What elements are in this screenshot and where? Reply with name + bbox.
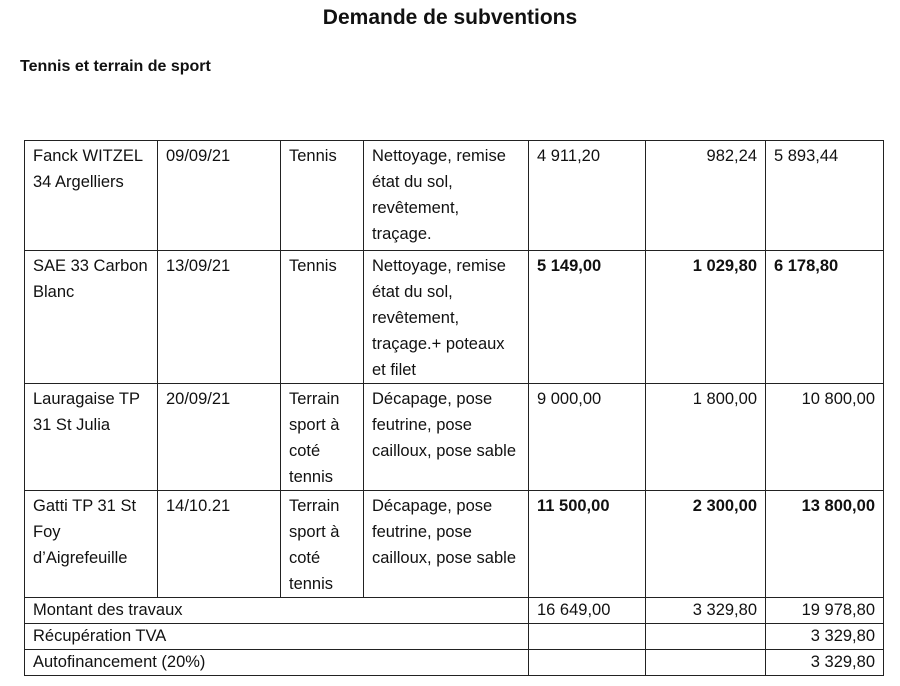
self-financing-value: 3 329,80 [766, 650, 884, 676]
description-cell: Nettoyage, remise état du sol, revêtement, traçage.+ poteaux et filet [364, 251, 529, 384]
amount-tva-cell: 2 300,00 [646, 491, 766, 598]
total-label: Montant des travaux [25, 598, 529, 624]
total-ttc: 19 978,80 [766, 598, 884, 624]
amount-ttc-cell: 6 178,80 [766, 251, 884, 384]
company-cell: Gatti TP 31 St Foy d’Aigrefeuille [25, 491, 158, 598]
amount-tva-cell: 1 800,00 [646, 384, 766, 491]
empty-cell [529, 650, 646, 676]
type-cell: Tennis [281, 251, 364, 384]
description-cell: Nettoyage, remise état du sol, revêtement, traçage. [364, 141, 529, 251]
vat-recovery-row [25, 624, 884, 650]
company-cell: Fanck WITZEL 34 Argelliers [25, 141, 158, 251]
amount-ht-cell: 5 149,00 [529, 251, 646, 384]
company-cell: SAE 33 Carbon Blanc [25, 251, 158, 384]
amount-ht-cell: 11 500,00 [529, 491, 646, 598]
total-row [25, 598, 884, 624]
description-cell: Décapage, pose feutrine, pose cailloux, pose sable [364, 491, 529, 598]
date-cell: 14/10.21 [158, 491, 281, 598]
table-row [25, 384, 884, 491]
date-cell: 13/09/21 [158, 251, 281, 384]
empty-cell [529, 624, 646, 650]
section-title: Tennis et terrain de sport [20, 58, 211, 75]
type-cell: Tennis [281, 141, 364, 251]
amount-ttc-cell: 5 893,44 [766, 141, 884, 251]
vat-recovery-label: Récupération TVA [25, 624, 529, 650]
amount-ht-cell: 4 911,20 [529, 141, 646, 251]
vat-recovery-value: 3 329,80 [766, 624, 884, 650]
date-cell: 09/09/21 [158, 141, 281, 251]
empty-cell [646, 624, 766, 650]
page-title: Demande de subventions [322, 6, 578, 29]
amount-ht-cell: 9 000,00 [529, 384, 646, 491]
table-row [25, 251, 884, 384]
amount-ttc-cell: 10 800,00 [766, 384, 884, 491]
subsidy-table [24, 140, 884, 676]
description-cell: Décapage, pose feutrine, pose cailloux, pose sable [364, 384, 529, 491]
date-cell: 20/09/21 [158, 384, 281, 491]
total-ht: 16 649,00 [529, 598, 646, 624]
amount-tva-cell: 982,24 [646, 141, 766, 251]
empty-cell [646, 650, 766, 676]
table-row [25, 491, 884, 598]
amount-tva-cell: 1 029,80 [646, 251, 766, 384]
type-cell: Terrain sport à coté tennis [281, 491, 364, 598]
amount-ttc-cell: 13 800,00 [766, 491, 884, 598]
company-cell: Lauragaise TP 31 St Julia [25, 384, 158, 491]
self-financing-row [25, 650, 884, 676]
type-cell: Terrain sport à coté tennis [281, 384, 364, 491]
table-row [25, 141, 884, 251]
total-tva: 3 329,80 [646, 598, 766, 624]
self-financing-label: Autofinancement (20%) [25, 650, 529, 676]
